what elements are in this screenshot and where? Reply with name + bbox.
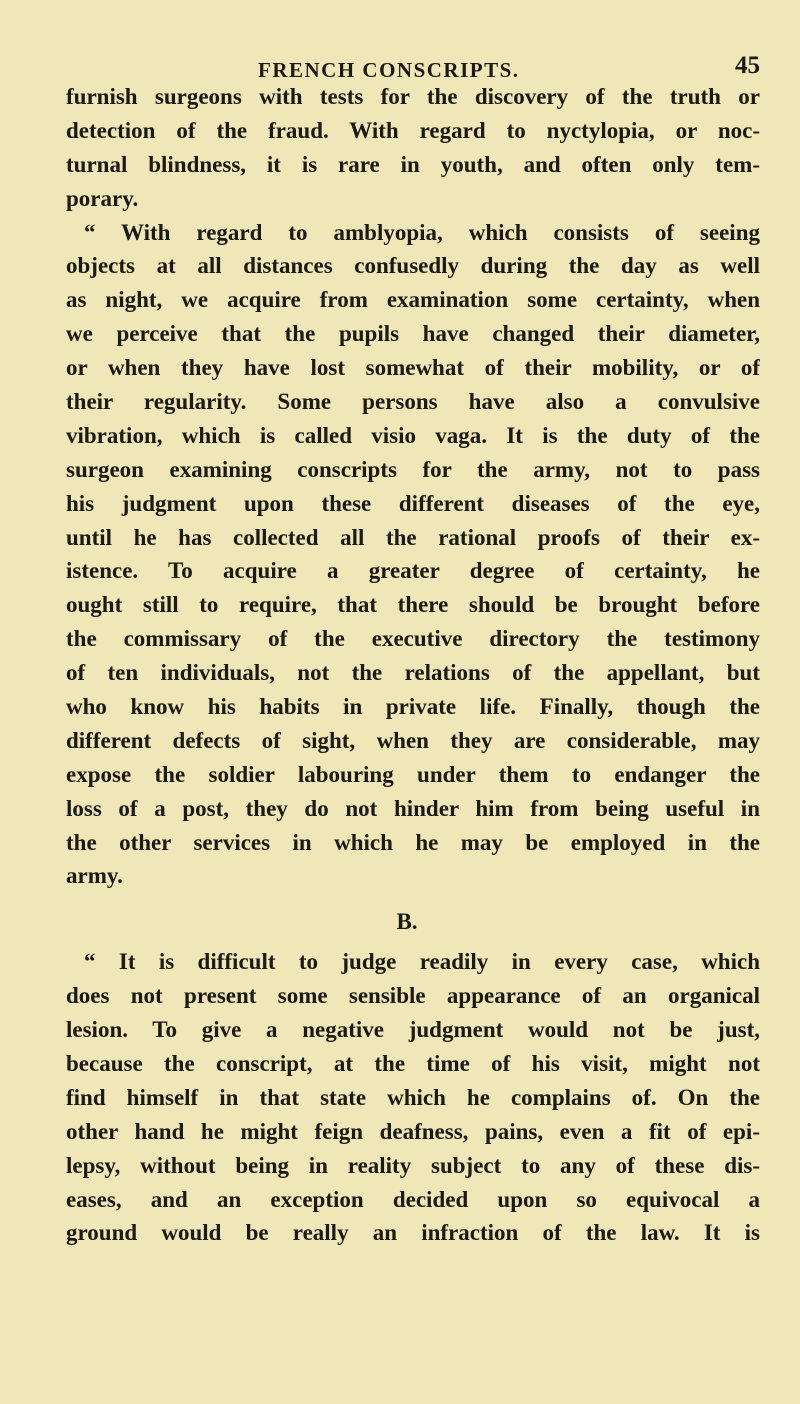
section-heading: B.	[396, 909, 418, 935]
text-line: furnish surgeons with tests for the discovery of the truth or	[66, 84, 760, 109]
text-line: ground would be really an infraction of the law. It is	[66, 1220, 760, 1246]
text-line: other hand he might feign deafness, pains, even a fit of epi-	[66, 1118, 760, 1144]
paragraph-deafness	[66, 945, 760, 1250]
text-line: the other services in which he may be employed in the	[66, 829, 760, 855]
text-line: who know his habits in private life. Finally, though the	[66, 694, 760, 720]
text-line: because the conscript, at the time of his visit, might not	[66, 1050, 760, 1076]
text-line: detection of the fraud. With regard to nyctylopia, or noc-	[66, 117, 760, 143]
text-line: does not present some sensible appearance of an organical	[66, 983, 760, 1009]
text-line: “ With regard to amblyopia, which consists of seeing	[84, 219, 760, 245]
text-line: “ It is difficult to judge readily in every case, which	[84, 949, 760, 975]
text-line: istence. To acquire a greater degree of certainty, he	[66, 558, 760, 584]
page-number: 45	[735, 52, 760, 79]
text-line: find himself in that state which he complains of. On the	[66, 1084, 760, 1110]
text-line: eases, and an exception decided upon so equivocal a	[66, 1186, 760, 1212]
text-line: army.	[66, 863, 123, 889]
text-line: their regularity. Some persons have also a convulsive	[66, 389, 760, 415]
text-line: or when they have lost somewhat of their mobility, or of	[66, 355, 760, 381]
text-line: vibration, which is called visio vaga. It is the duty of the	[66, 422, 760, 448]
text-line: of ten individuals, not the relations of the appellant, but	[66, 660, 760, 686]
text-line: surgeon examining conscripts for the army, not to pass	[66, 456, 760, 482]
text-line: different defects of sight, when they are considerable, may	[66, 727, 760, 753]
paragraph-amblyopia	[66, 216, 760, 894]
text-line: his judgment upon these different diseases of the eye,	[66, 490, 760, 516]
text-line: expose the soldier labouring under them to endanger the	[66, 761, 760, 787]
text-line: the commissary of the executive directory the testimony	[66, 626, 760, 652]
running-head	[66, 0, 760, 80]
text-line: turnal blindness, it is rare in youth, and often only tem-	[66, 151, 760, 177]
text-line: lesion. To give a negative judgment would not be just,	[66, 1017, 760, 1043]
text-line: loss of a post, they do not hinder him from being useful in	[66, 795, 760, 821]
text-line: as night, we acquire from examination some certainty, when	[66, 287, 760, 313]
text-line: objects at all distances confusedly during the day as well	[66, 253, 760, 279]
text-line: until he has collected all the rational proofs of their ex-	[66, 524, 760, 550]
text-line: lepsy, without being in reality subject to any of these dis-	[66, 1152, 760, 1178]
text-line: ought still to require, that there should be brought before	[66, 592, 760, 618]
running-title: FRENCH CONSCRIPTS.	[258, 58, 520, 82]
paragraph-nyctalopia	[66, 80, 760, 216]
text-line: we perceive that the pupils have changed their diameter,	[66, 321, 760, 347]
text-line: porary.	[66, 185, 139, 211]
